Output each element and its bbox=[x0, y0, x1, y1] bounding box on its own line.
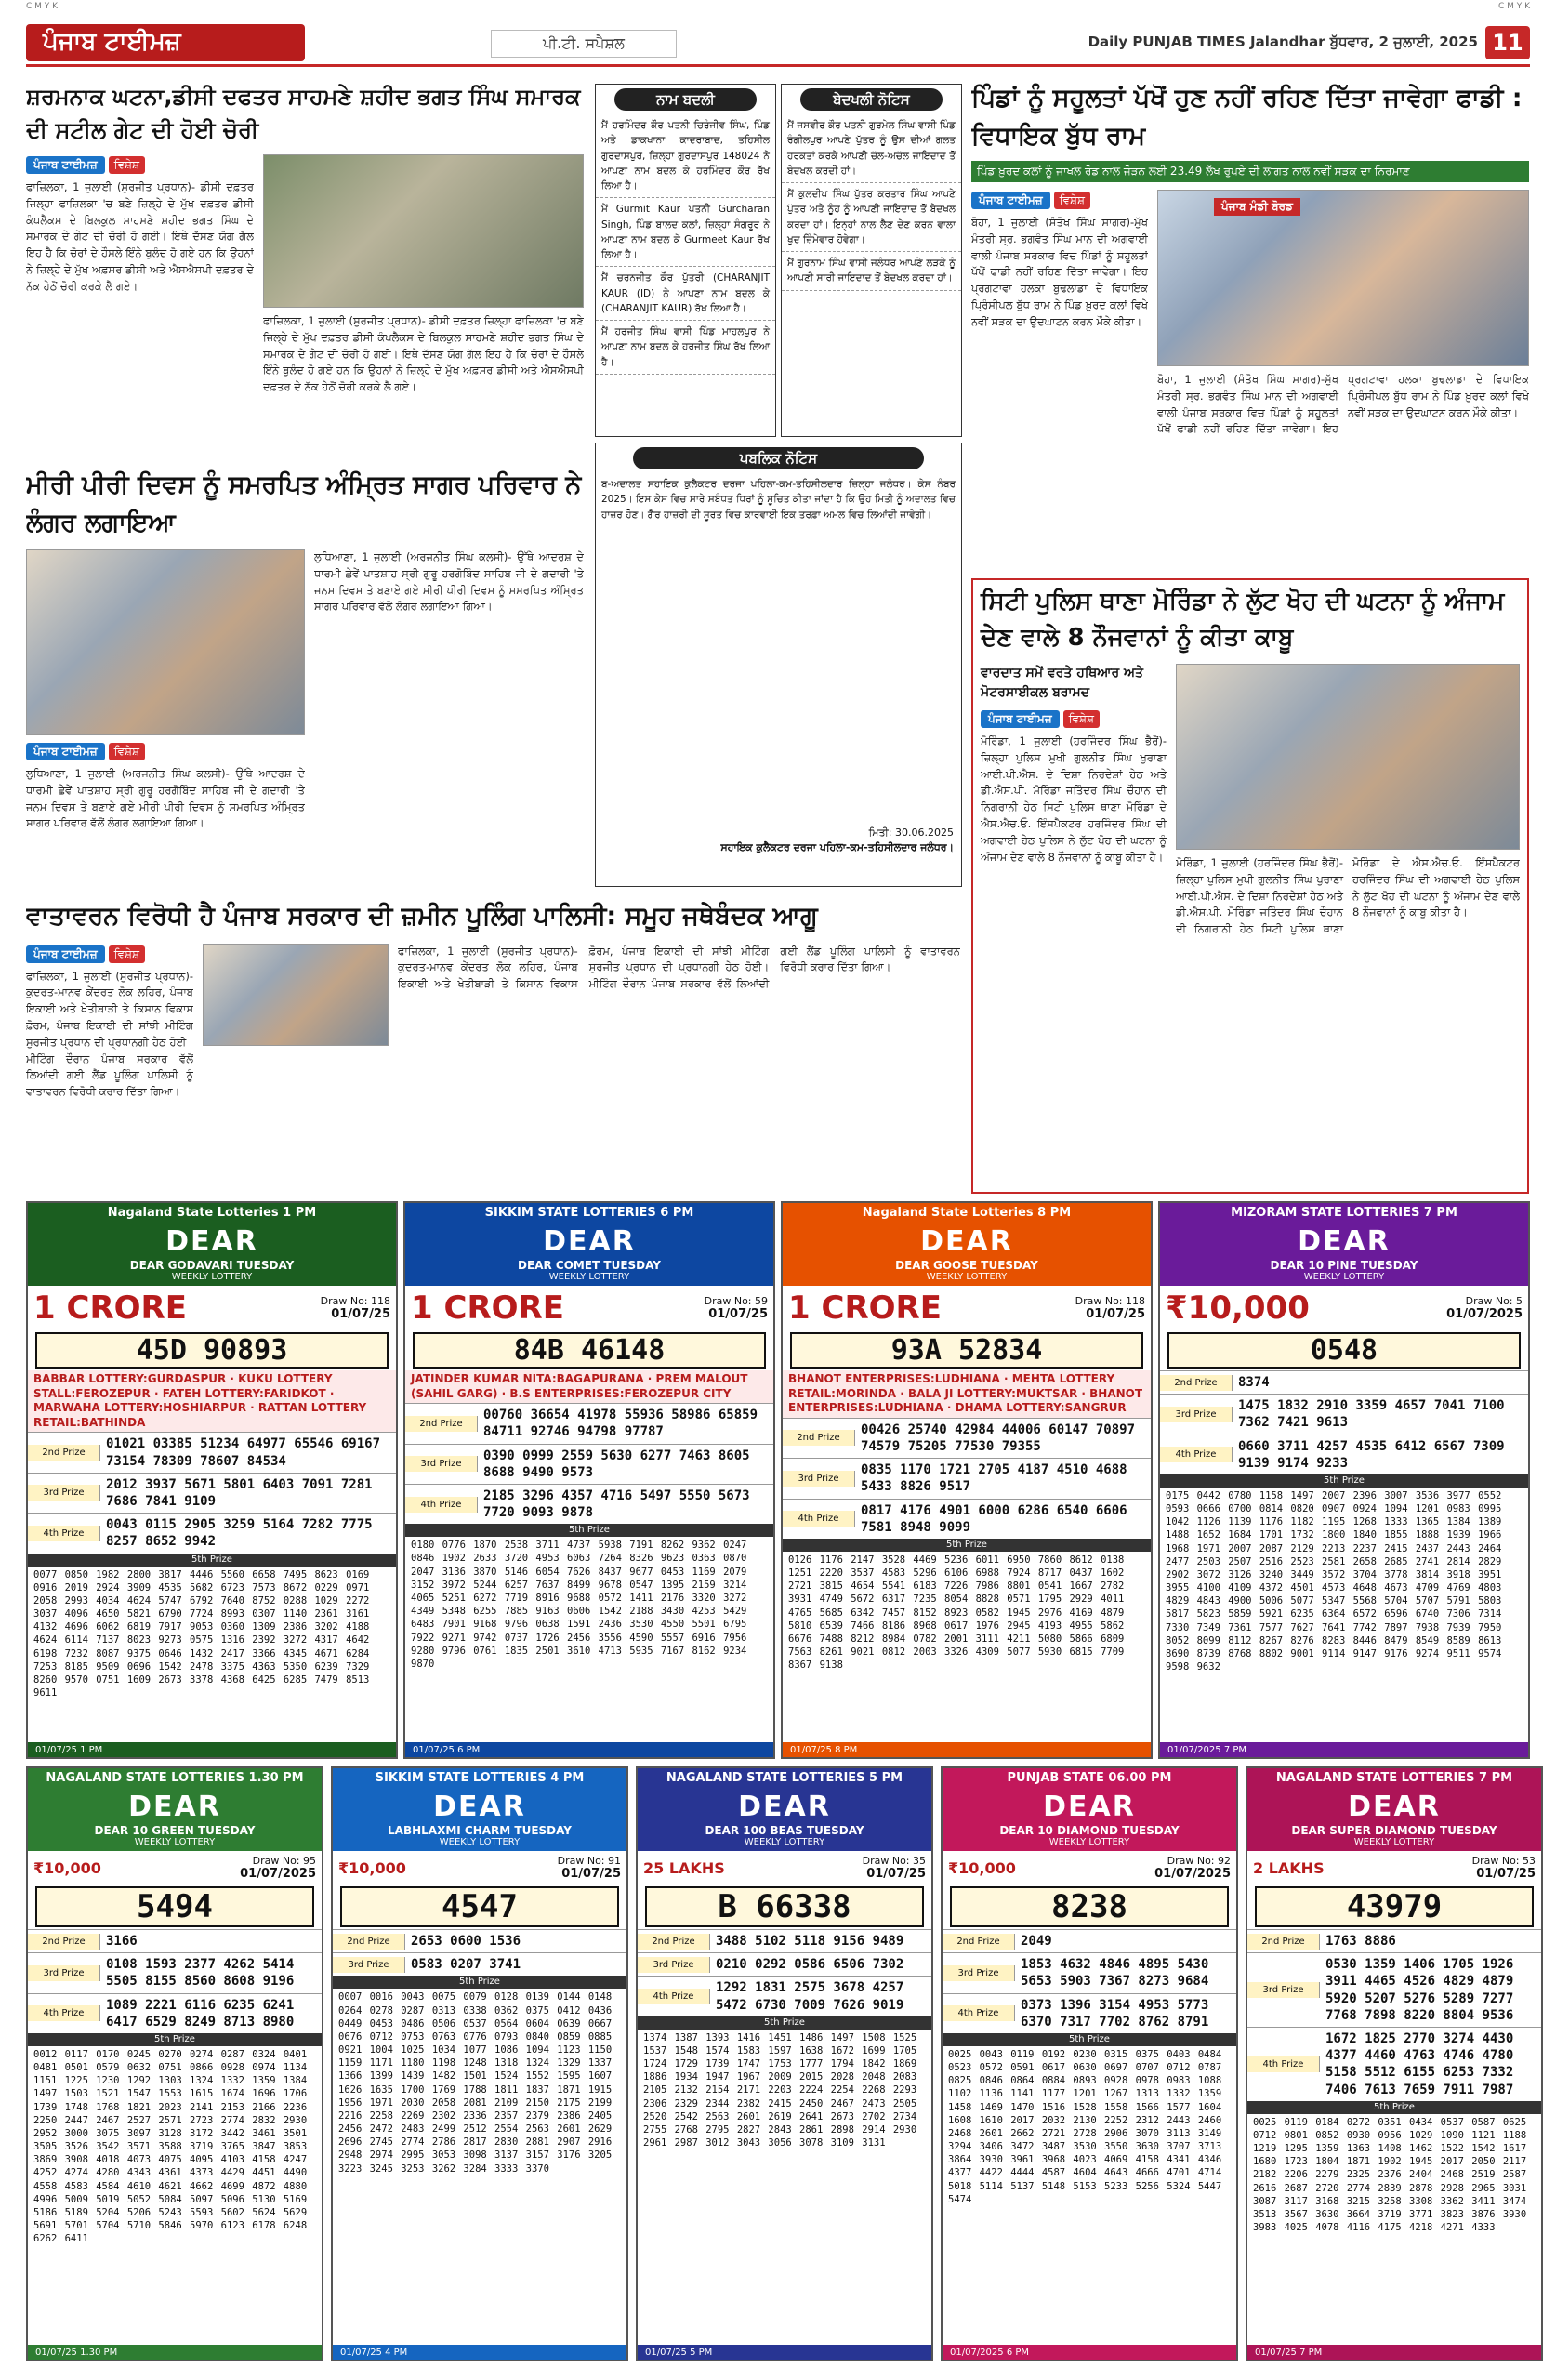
lottery-number-grid: 0012 0117 0170 0245 0270 0274 0287 0324 0401 0481 0501 0579 0632 0751 0866 0928 0974 1134 1151 1225 1230 1292 1303 1324 1332 1359 1384 1497 1503 1521 1547 1553 1615 1674 1696 1706 1739 1748 1768 1821 2023 2141 2153 2166 2236 2250 2447 2467 2527 2571 2723 2774 2832 2930 2952 3000 3075 3097 3128 3172 3442 3461 3501 3505 3526 3542 3571 3588 3719 3765 3847 3853 3869 3908 4018 4073 4075 4095 4103 4158 4247 4252 4274 4280 4343 4361 4373 4429 4451 4490 4558 4583 4584 4610 4621 4662 4699 4872 4880 4996 5009 5019 5052 5084 5097 5096 5130 5169 5186 5189 5204 5206 5243 5593 5602 5624 5629 5691 5701 5704 5710 5846 5970 6123 6178 6248 6262 6411 bbox=[33, 2048, 308, 2245]
article-headline: ਮੀਰੀ ਪੀਰੀ ਦਿਵਸ ਨੂੰ ਸਮਰਪਿਤ ਅੰਮ੍ਰਿਤ ਸਾਗਰ ਪਰਿਵਾਰ ਨੇ ਲੰਗਰ ਲਗਾਇਆ bbox=[26, 470, 582, 537]
article-body: ਫਾਜ਼ਿਲਕਾ, 1 ਜੁਲਾਈ (ਸੁਰਜੀਤ ਪ੍ਰਧਾਨ)- ਕੁਦਰਤ-ਮਾਨਵ ਕੇਂਦਰਤ ਲੋਕ ਲਹਿਰ, ਪੰਜਾਬ ਇਕਾਈ ਅਤੇ ਖੇਤੀਬਾੜੀ ਤੇ ਕਿਸਾਨ ਵਿਕਾਸ ਫ਼ੋਰਮ, ਪੰਜਾਬ ਇਕਾਈ ਦੀ ਸਾਂਝੀ ਮੀਟਿੰਗ ਸੁਰਜੀਤ ਪ੍ਰਧਾਨ ਦੀ ਪ੍ਰਧਾਨਗੀ ਹੇਠ ਹੋਈ। ਮੀਟਿੰਗ ਦੌਰਾਨ ਪੰਜਾਬ ਸਰਕਾਰ ਵੱਲੋਂ ਲਿਆਂਦੀ ਗਈ ਲੈਂਡ ਪੂਲਿੰਗ ਪਾਲਿਸੀ ਨੂੰ ਵਾਤਾਵਰਨ ਵਿਰੋਧੀ ਕਰਾਰ ਦਿੱਤਾ ਗਿਆ। bbox=[26, 969, 193, 1099]
lottery-prize-numbers: 2012 3937 5671 5801 6403 7091 7281 7686 7841 9109 bbox=[106, 1476, 373, 1509]
lottery-draw-meta bbox=[321, 1295, 390, 1321]
lottery-number-grid: 0025 0119 0184 0272 0351 0434 0537 0587 0625 0712 0801 0852 0930 0956 1029 1090 1121 1188 1219 1295 1359 1363 1408 1462 1522 1542 1617 1680 1723 1804 1871 1902 1945 2017 2050 2117 2182 2206 2279 2325 2376 2404 2468 2519 2587 2616 2687 2720 2774 2839 2878 2928 2965 3031 3087 3117 3168 3215 3258 3308 3362 3411 3474 3513 3567 3630 3664 3719 3771 3823 3876 3930 3983 4025 4078 4116 4175 4218 4271 4333 bbox=[1253, 2116, 1527, 2234]
lottery-prize-amount: 1 CRORE bbox=[411, 1289, 564, 1327]
lottery-prize-row bbox=[1160, 1370, 1528, 1394]
article-body-cont: ਲੁਧਿਆਣਾ, 1 ਜੁਲਾਈ (ਅਰਜਨੀਤ ਸਿੰਘ ਕਲਸੀ)- ਉੱਥੇ ਆਦਰਸ਼ ਦੇ ਧਾਰਮੀ ਛੇਵੇਂ ਪਾਤਸ਼ਾਹ ਸ੍ਰੀ ਗੁਰੂ ਹਰਗੋਬਿੰਦ ਸਾਹਿਬ ਜੀ ਦੇ ਗਦਾਰੀ 'ਤੇ ਜਨਮ ਦਿਵਸ ਤੇ ਬਣਾਏ ਗਏ ਮੀਰੀ ਪੀਰੀ ਦਿਵਸ ਨੂੰ ਸਮਰਪਿਤ ਅੰਮ੍ਰਿਤ ਸਾਗਰ ਪਰਿਵਾਰ ਵੱਲੋਂ ਲੰਗਰ ਲਗਾਇਆ ਗਿਆ। bbox=[314, 550, 584, 614]
article-headline: ਸਿਟੀ ਪੁਲਿਸ ਥਾਣਾ ਮੋਰਿੰਡਾ ਨੇ ਲੁੱਟ ਖੋਹ ਦੀ ਘਟਨਾ ਨੂੰ ਅੰਜਾਮ ਦੇਣ ਵਾਲੇ 8 ਨੌਜਵਾਨਾਂ ਨੂੰ ਕੀਤਾ ਕਾਬੂ bbox=[981, 588, 1505, 652]
lottery-sub: WEEKLY LOTTERY bbox=[134, 1837, 216, 1847]
lottery-sub: WEEKLY LOTTERY bbox=[548, 1272, 630, 1282]
notice-body: ਬ-ਅਦਾਲਤ ਸਹਾਇਕ ਕੁਲੈਕਟਰ ਦਰਜਾ ਪਹਿਲਾ-ਕਮ-ਤਹਿਸੀਲਦਾਰ ਜ਼ਿਲ੍ਹਾ ਜਲੰਧਰ। ਕੇਸ ਨੰਬਰ 2025। ਇਸ ਕੇਸ ਵਿਚ ਸਾਰੇ ਸਬੰਧਤ ਧਿਰਾਂ ਨੂੰ ਸੂਚਿਤ ਕੀਤਾ ਜਾਂਦਾ ਹੈ ਕਿ ਉਹ ਮਿਤੀ ਨੂੰ ਅਦਾਲਤ ਵਿਚ ਹਾਜ਼ਰ ਹੋਣ। ਗੈਰ ਹਾਜ਼ਰੀ ਦੀ ਸੂਰਤ ਵਿਚ ਕਾਰਵਾਈ ਇਕ ਤਰਫ਼ਾ ਅਮਲ ਵਿਚ ਲਿਆਂਦੀ ਜਾਵੇਗੀ। bbox=[601, 479, 956, 521]
lottery-prize-label: 3rd Prize bbox=[943, 1965, 1015, 1981]
lottery-prize-row bbox=[783, 1499, 1151, 1539]
lottery-sub: WEEKLY LOTTERY bbox=[1353, 1837, 1435, 1847]
lottery-state: SIKKIM STATE LOTTERIES 6 PM bbox=[405, 1203, 773, 1223]
lottery-prize-numbers: 0530 1359 1406 1705 1926 3911 4465 4526 4829 4879 5920 5207 5276 5289 7277 7768 7898 8220 8804 9536 bbox=[1325, 1957, 1514, 2023]
lottery-info-row bbox=[405, 1286, 773, 1330]
lottery-prize-numbers: 0108 1593 2377 4262 5414 5505 8155 8560 8608 9196 bbox=[106, 1957, 295, 1990]
lottery-draw-name: DEAR 10 DIAMOND TUESDAY bbox=[999, 1824, 1180, 1837]
lottery-draw-name: DEAR COMET TUESDAY bbox=[518, 1259, 661, 1272]
lottery-prize-row bbox=[783, 1418, 1151, 1458]
lottery-title-band bbox=[1247, 1789, 1541, 1851]
lottery-ticket bbox=[331, 1766, 628, 2361]
lottery-ticket bbox=[403, 1201, 775, 1759]
photo-banner: ਪੰਜਾਬ ਮੰਡੀ ਬੋਰਡ bbox=[1214, 198, 1300, 216]
lottery-state: Nagaland State Lotteries 1 PM bbox=[28, 1203, 396, 1223]
lottery-sub: WEEKLY LOTTERY bbox=[171, 1272, 253, 1282]
notice-item: ਮੈਂ ਚਰਨਜੀਤ ਕੌਰ ਪੁੱਤਰੀ (CHARANJIT KAUR (ID) ਨੇ ਆਪਣਾ ਨਾਮ ਬਦਲ ਕੇ (CHARANJIT KAUR) ਰੱਖ ਲਿਆ ਹੈ। bbox=[596, 267, 775, 321]
notice-item: ਮੈਂ ਕੁਲਦੀਪ ਸਿੰਘ ਪੁੱਤਰ ਕਰਤਾਰ ਸਿੰਘ ਆਪਣੇ ਪੁੱਤਰ ਅਤੇ ਨੂੰਹ ਨੂੰ ਆਪਣੀ ਜਾਇਦਾਦ ਤੋਂ ਬੇਦਖਲ ਕਰਦਾ ਹਾਂ। ਇਨ੍ਹਾਂ ਨਾਲ ਲੈਣ ਦੇਣ ਕਰਨ ਵਾਲਾ ਖੁਦ ਜ਼ਿੰਮੇਵਾਰ ਹੋਵੇਗਾ। bbox=[782, 183, 961, 252]
lottery-footer-text: 01/07/25 4 PM bbox=[340, 2347, 408, 2358]
lottery-draw-meta bbox=[240, 1855, 316, 1881]
lottery-prize-label: 4th Prize bbox=[783, 1511, 855, 1527]
lottery-footer-text: 01/07/25 1.30 PM bbox=[35, 2347, 118, 2358]
lottery-info-row bbox=[943, 1851, 1236, 1884]
lottery-prize-row bbox=[638, 1929, 931, 1952]
lottery-state: NAGALAND STATE LOTTERIES 1.30 PM bbox=[28, 1768, 322, 1789]
lottery-prize-numbers: 0373 1396 3154 4953 5773 6370 7317 7702 8762 8791 bbox=[1021, 1997, 1209, 2030]
byline-tag: ਵਿਸ਼ੇਸ਼ bbox=[109, 945, 145, 963]
lottery-prize-label: 2nd Prize bbox=[783, 1430, 855, 1446]
notice-title: ਬੇਦਖਲੀ ਨੋਟਿਸ bbox=[800, 88, 943, 111]
lottery-draw-no: Draw No: 92 bbox=[1167, 1855, 1231, 1867]
article-headline: ਵਾਤਾਵਰਨ ਵਿਰੋਧੀ ਹੈ ਪੰਜਾਬ ਸਰਕਾਰ ਦੀ ਜ਼ਮੀਨ ਪੂਲਿੰਗ ਪਾਲਿਸੀ: ਸਮੂਹ ਜਥੇਬੰਦਕ ਆਗੂ bbox=[26, 902, 818, 931]
lottery-5th-label: 5th Prize bbox=[28, 2033, 322, 2046]
lottery-footer-text: 01/07/25 1 PM bbox=[35, 1744, 103, 1755]
byline: ਪੰਜਾਬ ਟਾਈਮਜ਼ bbox=[26, 945, 105, 963]
lottery-prize-row bbox=[638, 1976, 931, 2016]
lottery-prize-label: 4th Prize bbox=[638, 1989, 710, 2004]
article-body-cont: ਫਾਜ਼ਿਲਕਾ, 1 ਜੁਲਾਈ (ਸੁਰਜੀਤ ਪ੍ਰਧਾਨ)- ਡੀਸੀ ਦਫ਼ਤਰ ਜ਼ਿਲ੍ਹਾ ਫਾਜ਼ਿਲਕਾ 'ਚ ਬਣੇ ਜ਼ਿਲ੍ਹੇ ਦੇ ਮੁੱਖ ਦਫ਼ਤਰ ਡੀਸੀ ਕੰਪਲੈਕਸ ਦੇ ਬਿਲਕੁਲ ਸਾਹਮਣੇ ਸ਼ਹੀਦ ਭਗਤ ਸਿੰਘ ਦੇ ਸਮਾਰਕ ਦੇ ਗੇਟ ਦੀ ਚੋਰੀ ਹੋ ਗਈ। ਇਥੇ ਦੱਸਣ ਯੋਗ ਗੱਲ ਇਹ ਹੈ ਕਿ ਚੋਰਾਂ ਦੇ ਹੌਸਲੇ ਇੰਨੇ ਬੁਲੰਦ ਹੋ ਗਏ ਹਨ ਕਿ ਉਹਨਾਂ ਨੇ ਜ਼ਿਲ੍ਹੇ ਦੇ ਮੁੱਖ ਅਫ਼ਸਰ ਡੀਸੀ ਅਤੇ ਐਸਐਸਪੀ ਦਫ਼ਤਰ ਦੇ ਨੱਕ ਹੇਠੋਂ ਚੋਰੀ ਕਰਕੇ ਲੈ ਗਏ। bbox=[263, 314, 584, 394]
lottery-footer-text: 01/07/2025 6 PM bbox=[950, 2347, 1030, 2358]
notice-item: ਮੈਂ ਹਰਮਿੰਦਰ ਕੌਰ ਪਤਨੀ ਚਿਰੰਜੀਵ ਸਿੰਘ, ਪਿੰਡ ਅਤੇ ਡਾਕਖਾਨਾ ਕਾਦਰਾਬਾਦ, ਤਹਿਸੀਲ ਗੁਰਦਾਸਪੁਰ, ਜ਼ਿਲ੍ਹਾ ਗੁਰਦਾਸਪੁਰ 148024 ਨੇ ਆਪਣਾ ਨਾਮ ਬਦਲ ਕੇ ਹਰਮਿੰਦਰ ਕੌਰ ਰੱਖ ਲਿਆ ਹੈ। bbox=[596, 114, 775, 198]
lottery-sub: WEEKLY LOTTERY bbox=[1303, 1272, 1385, 1282]
lottery-title-band bbox=[943, 1789, 1236, 1851]
lottery-info-row bbox=[333, 1851, 626, 1884]
lottery-date: 01/07/25 bbox=[331, 1307, 390, 1321]
article-headline: ਪਿੰਡਾਂ ਨੂੰ ਸਹੂਲਤਾਂ ਪੱਖੋਂ ਹੁਣ ਨਹੀਂ ਰਹਿਣ ਦਿੱਤਾ ਜਾਵੇਗਾ ਫਾਡੀ : ਵਿਧਾਇਕ ਬੁੱਧ ਰਾਮ bbox=[971, 84, 1523, 151]
lottery-draw-meta bbox=[1446, 1295, 1523, 1321]
lottery-ticket bbox=[1158, 1201, 1530, 1759]
lottery-prize-label: 2nd Prize bbox=[1247, 1934, 1320, 1950]
lottery-prize-amount: ₹10,000 bbox=[33, 1858, 101, 1877]
article-body: ਫਾਜ਼ਿਲਕਾ, 1 ਜੁਲਾਈ (ਸੁਰਜੀਤ ਪ੍ਰਧਾਨ)- ਡੀਸੀ ਦਫ਼ਤਰ ਜ਼ਿਲ੍ਹਾ ਫਾਜ਼ਿਲਕਾ 'ਚ ਬਣੇ ਜ਼ਿਲ੍ਹੇ ਦੇ ਮੁੱਖ ਦਫ਼ਤਰ ਡੀਸੀ ਕੰਪਲੈਕਸ ਦੇ ਬਿਲਕੁਲ ਸਾਹਮਣੇ ਸ਼ਹੀਦ ਭਗਤ ਸਿੰਘ ਦੇ ਸਮਾਰਕ ਦੇ ਗੇਟ ਦੀ ਚੋਰੀ ਹੋ ਗਈ। ਇਥੇ ਦੱਸਣ ਯੋਗ ਗੱਲ ਇਹ ਹੈ ਕਿ ਚੋਰਾਂ ਦੇ ਹੌਸਲੇ ਇੰਨੇ ਬੁਲੰਦ ਹੋ ਗਏ ਹਨ ਕਿ ਉਹਨਾਂ ਨੇ ਜ਼ਿਲ੍ਹੇ ਦੇ ਮੁੱਖ ਅਫ਼ਸਰ ਡੀਸੀ ਅਤੇ ਐਸਐਸਪੀ ਦਫ਼ਤਰ ਦੇ ਨੱਕ ਹੇਠੋਂ ਚੋਰੀ ਕਰਕੇ ਲੈ ਗਏ। bbox=[26, 180, 254, 293]
lottery-draw-name: DEAR 100 BEAS TUESDAY bbox=[705, 1824, 864, 1837]
lottery-prize-numbers: 0390 0999 2559 5630 6277 7463 8605 8688 9490 9573 bbox=[483, 1448, 750, 1480]
lottery-prize-numbers: 3488 5102 5118 9156 9489 bbox=[716, 1934, 904, 1949]
lottery-draw-no: Draw No: 5 bbox=[1465, 1295, 1523, 1307]
notice-title: ਪਬਲਿਕ ਨੋਟਿਸ bbox=[633, 447, 924, 469]
lottery-number-grid: 0180 0776 1870 2538 3711 4737 5938 7191 8262 9362 0247 0846 1902 2633 3720 4953 6063 7264 8326 9623 0363 0870 2047 3136 3870 5146 6054 7626 8437 9677 0453 1169 2079 3152 3972 5244 6257 7637 8499 9678 0547 1395 2159 3214 4065 5251 6272 7719 8916 9688 0572 1411 2176 3320 3272 4349 5348 6255 7885 9163 0606 1542 2188 3430 4253 5429 6483 7901 9168 9796 0638 1591 2436 3530 4550 5501 6795 7922 9271 9742 0737 1726 2456 3556 4590 5557 6916 7956 9280 9796 0761 1835 2501 3610 4713 5935 7167 8162 9234 9870 bbox=[411, 1540, 747, 1670]
lottery-first-prize: 84B 46148 bbox=[413, 1332, 766, 1368]
lottery-prize-numbers: 1672 1825 2770 3274 4430 4377 4460 4763 4746 4780 5158 5512 6155 6253 7332 7406 7613 7659 7911 7987 bbox=[1325, 2030, 1514, 2097]
article-miri-piri bbox=[26, 467, 584, 894]
lottery-prize-label: 4th Prize bbox=[405, 1497, 478, 1513]
lottery-title-band bbox=[783, 1223, 1151, 1286]
lottery-prize-numbers: 1475 1832 2910 3359 4657 7041 7100 7362 7421 9613 bbox=[1238, 1398, 1505, 1431]
lottery-draw-meta bbox=[1154, 1855, 1231, 1881]
lottery-prize-row bbox=[1247, 1929, 1541, 1952]
lottery-prize-numbers: 3166 bbox=[106, 1934, 138, 1949]
lottery-prize-row bbox=[28, 1929, 322, 1952]
lottery-title-band bbox=[638, 1789, 931, 1851]
cmyk-mark-left: C M Y K bbox=[26, 2, 59, 11]
lottery-prize-amount: 1 CRORE bbox=[788, 1289, 942, 1327]
lottery-prize-row bbox=[1247, 2027, 1541, 2101]
lottery-title-band bbox=[405, 1223, 773, 1286]
notice-item: ਮੈਂ ਜਸਵੀਰ ਕੌਰ ਪਤਨੀ ਗੁਰਮੇਲ ਸਿੰਘ ਵਾਸੀ ਪਿੰਡ ਰੰਗੀਲਪੁਰ ਆਪਣੇ ਪੁੱਤਰ ਨੂੰ ਉਸ ਦੀਆਂ ਗਲਤ ਹਰਕਤਾਂ ਕਰਕੇ ਆਪਣੀ ਚੱਲ-ਅਚੱਲ ਜਾਇਦਾਦ ਤੋਂ ਬੇਦਖਲ ਕਰਦੀ ਹਾਂ। bbox=[782, 114, 961, 183]
lottery-prize-row bbox=[1160, 1435, 1528, 1474]
lottery-footer-text: 01/07/25 8 PM bbox=[790, 1744, 858, 1755]
lottery-prize-numbers: 2185 3296 4357 4716 5497 5550 5673 7720 9093 9878 bbox=[483, 1488, 750, 1521]
lottery-footer bbox=[1160, 1742, 1528, 1757]
lottery-prize-numbers: 8374 bbox=[1238, 1375, 1270, 1390]
byline: ਪੰਜਾਬ ਟਾਈਮਜ਼ bbox=[971, 192, 1050, 209]
lottery-draw-meta bbox=[1075, 1295, 1145, 1321]
lottery-footer bbox=[333, 2345, 626, 2360]
lottery-prize-numbers: 1089 2221 6116 6235 6241 6417 6529 8249 8713 8980 bbox=[106, 1997, 295, 2030]
lottery-prize-label: 3rd Prize bbox=[405, 1456, 478, 1472]
byline: ਪੰਜਾਬ ਟਾਈਮਜ਼ bbox=[26, 743, 105, 760]
lottery-5th-label: 5th Prize bbox=[1247, 2101, 1541, 2114]
lottery-prize-row bbox=[943, 1993, 1236, 2033]
lottery-prize-row bbox=[638, 1952, 931, 1976]
masthead bbox=[26, 20, 1530, 67]
lottery-first-prize: 5494 bbox=[35, 1886, 314, 1927]
lottery-prize-numbers: 2049 bbox=[1021, 1934, 1052, 1949]
lottery-prize-row bbox=[405, 1403, 773, 1443]
lottery-date: 01/07/2025 bbox=[1154, 1867, 1231, 1881]
lottery-sub: WEEKLY LOTTERY bbox=[744, 1837, 825, 1847]
lottery-state: Nagaland State Lotteries 8 PM bbox=[783, 1203, 1151, 1223]
lottery-sellers: BABBAR LOTTERY:GURDASPUR · KUKU LOTTERY STALL:FEROZEPUR · FATEH LOTTERY:FARIDKOT · MARWAHA LOTTERY:HOSHIARPUR · RATTAN LOTTERY RETAIL:BATHINDA bbox=[28, 1370, 396, 1432]
lottery-footer-text: 01/07/25 7 PM bbox=[1255, 2347, 1323, 2358]
lottery-state: NAGALAND STATE LOTTERIES 5 PM bbox=[638, 1768, 931, 1789]
lottery-prize-numbers: 1292 1831 2575 3678 4257 5472 6730 7009 7626 9019 bbox=[716, 1980, 904, 2013]
lottery-draw-name: DEAR 10 PINE TUESDAY bbox=[1270, 1259, 1418, 1272]
lottery-prize-row bbox=[28, 1513, 396, 1553]
notice-sign: ਸਹਾਇਕ ਕੁਲੈਕਟਰ ਦਰਜਾ ਪਹਿਲਾ-ਕਮ-ਤਹਿਸੀਲਦਾਰ ਜਲੰਧਰ। bbox=[720, 841, 954, 853]
lottery-prize-label: 2nd Prize bbox=[28, 1445, 100, 1461]
lottery-prize-numbers: 00760 36654 41978 55936 58986 65859 84711 92746 94798 97787 bbox=[483, 1408, 758, 1440]
article-photo bbox=[203, 944, 389, 1046]
lottery-ticket bbox=[26, 1766, 323, 2361]
lottery-date: 01/07/2025 bbox=[1446, 1307, 1523, 1321]
lottery-state: NAGALAND STATE LOTTERIES 7 PM bbox=[1247, 1768, 1541, 1789]
lottery-prize-label: 4th Prize bbox=[1160, 1447, 1233, 1462]
article-photo bbox=[263, 154, 584, 308]
lottery-prize-numbers: 0583 0207 3741 bbox=[411, 1957, 521, 1973]
name-change-notices bbox=[595, 84, 776, 437]
byline-tag: ਵਿਸ਼ੇਸ਼ bbox=[109, 743, 145, 760]
lottery-footer-text: 01/07/2025 7 PM bbox=[1167, 1744, 1247, 1755]
lottery-prize-numbers: 1763 8886 bbox=[1325, 1934, 1396, 1949]
lottery-5th-label: 5th Prize bbox=[943, 2033, 1236, 2046]
lottery-title-band bbox=[28, 1223, 396, 1286]
lottery-brand: DEAR bbox=[128, 1791, 221, 1823]
lottery-draw-no: Draw No: 91 bbox=[557, 1855, 621, 1867]
lottery-prize-label: 4th Prize bbox=[28, 1526, 100, 1541]
lottery-number-grid: 0126 1176 2147 3528 4469 5236 6011 6950 7860 8612 0138 1251 2220 3537 4583 5296 6106 6988 7924 8717 0437 1602 2721 3815 4654 5541 6183 7226 7986 8801 0541 1667 2782 3931 4749 5672 6317 7235 8054 8828 0571 1795 2929 4011 4765 5685 6342 7457 8152 8923 0582 1945 2976 4169 4879 5810 6539 7466 8186 8968 0617 1976 2945 4193 4955 5862 6676 7488 8212 8984 0782 2001 3111 4211 5080 5866 6809 7563 8261 9021 0812 2003 3326 4309 5077 5930 6815 7709 8367 9138 bbox=[788, 1554, 1125, 1672]
lottery-draw-name: DEAR 10 GREEN TUESDAY bbox=[94, 1824, 256, 1837]
lottery-title-band bbox=[333, 1789, 626, 1851]
lottery-prize-row bbox=[28, 1952, 322, 1992]
lottery-prize-row bbox=[28, 1432, 396, 1472]
article-police-arrest bbox=[971, 578, 1529, 1194]
lottery-prize-label: 4th Prize bbox=[28, 2005, 100, 2021]
lottery-number-grid: 0175 0442 0780 1158 1497 2007 2396 3007 3536 3977 0552 0593 0666 0700 0814 0820 0907 0924 1094 1201 0983 0995 1042 1126 1139 1176 1182 1195 1268 1333 1365 1384 1389 1488 1652 1684 1701 1732 1800 1840 1855 1888 1939 1966 1968 1971 2007 2087 2129 2213 2237 2415 2437 2443 2464 2477 2503 2507 2516 2523 2581 2658 2685 2741 2814 2829 2902 3072 3126 3240 3449 3572 3704 3778 3814 3918 3951 3955 4100 4109 4372 4501 4573 4648 4673 4709 4769 4803 4829 4843 4900 5006 5077 5347 5568 5704 5707 5791 5803 5817 5823 5859 5921 6235 6364 6572 6596 6740 7306 7314 7330 7349 7361 7577 7627 7641 7742 7897 7938 7939 7950 8052 8099 8112 8267 8276 8283 8446 8479 8549 8589 8613 8690 8739 8768 8802 9001 9114 9147 9176 9274 9511 9574 9598 9632 bbox=[1166, 1489, 1502, 1673]
lottery-draw-no: Draw No: 35 bbox=[862, 1855, 926, 1867]
lottery-footer bbox=[638, 2345, 931, 2360]
article-photo bbox=[26, 549, 305, 735]
cmyk-mark-right: C M Y K bbox=[1497, 2, 1530, 11]
lottery-prize-amount: 25 LAKHS bbox=[643, 1858, 725, 1877]
lottery-draw-no: Draw No: 53 bbox=[1471, 1855, 1536, 1867]
article-body-cont: ਫਾਜ਼ਿਲਕਾ, 1 ਜੁਲਾਈ (ਸੁਰਜੀਤ ਪ੍ਰਧਾਨ)- ਕੁਦਰਤ-ਮਾਨਵ ਕੇਂਦਰਤ ਲੋਕ ਲਹਿਰ, ਪੰਜਾਬ ਇਕਾਈ ਅਤੇ ਖੇਤੀਬਾੜੀ ਤੇ ਕਿਸਾਨ ਵਿਕਾਸ ਫ਼ੋਰਮ, ਪੰਜਾਬ ਇਕਾਈ ਦੀ ਸਾਂਝੀ ਮੀਟਿੰਗ ਸੁਰਜੀਤ ਪ੍ਰਧਾਨ ਦੀ ਪ੍ਰਧਾਨਗੀ ਹੇਠ ਹੋਈ। ਮੀਟਿੰਗ ਦੌਰਾਨ ਪੰਜਾਬ ਸਰਕਾਰ ਵੱਲੋਂ ਲਿਆਂਦੀ ਗਈ ਲੈਂਡ ਪੂਲਿੰਗ ਪਾਲਿਸੀ ਨੂੰ ਵਾਤਾਵਰਨ ਵਿਰੋਧੀ ਕਰਾਰ ਦਿੱਤਾ ਗਿਆ। bbox=[398, 944, 960, 991]
page-number: 11 bbox=[1485, 26, 1530, 60]
byline-tag: ਵਿਸ਼ੇਸ਼ bbox=[1054, 192, 1090, 209]
lottery-draw-no: Draw No: 59 bbox=[704, 1295, 768, 1307]
lottery-prize-numbers: 0817 4176 4901 6000 6286 6540 6606 7581 8948 9099 bbox=[861, 1502, 1127, 1535]
lottery-prize-amount: ₹10,000 bbox=[1166, 1289, 1310, 1327]
lottery-prize-numbers: 00426 25740 42984 44006 60147 70897 74579 75205 77530 79355 bbox=[861, 1421, 1136, 1454]
public-notice bbox=[595, 443, 962, 887]
lottery-prize-row bbox=[405, 1484, 773, 1524]
byline-tag: ਵਿਸ਼ੇਸ਼ bbox=[109, 156, 145, 174]
lottery-prize-label: 3rd Prize bbox=[333, 1957, 405, 1973]
article-gate-theft bbox=[26, 80, 584, 461]
lottery-date: 01/07/25 bbox=[866, 1867, 926, 1881]
lottery-info-row bbox=[1160, 1286, 1528, 1330]
lottery-prize-row bbox=[405, 1444, 773, 1484]
lottery-ticket bbox=[26, 1201, 398, 1759]
lottery-prize-row bbox=[783, 1458, 1151, 1498]
lottery-prize-row bbox=[943, 1952, 1236, 1992]
lottery-prize-amount: ₹10,000 bbox=[338, 1858, 406, 1877]
article-ticker: ਪਿੰਡ ਖ਼ੁਰਦ ਕਲਾਂ ਨੂੰ ਜਾਖਲ ਰੋਡ ਨਾਲ ਜੋੜਨ ਲਈ 23.49 ਲੱਖ ਰੁਪਏ ਦੀ ਲਾਗਤ ਨਾਲ ਨਵੀਂ ਸੜਕ ਦਾ ਨਿਰਮਾਣ bbox=[971, 161, 1529, 182]
lottery-prize-label: 4th Prize bbox=[943, 2005, 1015, 2021]
lottery-prize-row bbox=[1160, 1394, 1528, 1434]
lottery-first-prize: 93A 52834 bbox=[790, 1332, 1143, 1368]
lottery-brand: DEAR bbox=[920, 1225, 1013, 1258]
lottery-draw-name: DEAR GODAVARI TUESDAY bbox=[129, 1259, 295, 1272]
lottery-prize-row bbox=[28, 1473, 396, 1513]
article-villages-facilities bbox=[971, 80, 1529, 573]
article-photo bbox=[1157, 190, 1529, 366]
lottery-prize-numbers: 0210 0292 0586 6506 7302 bbox=[716, 1957, 904, 1973]
lottery-footer bbox=[943, 2345, 1236, 2360]
lottery-prize-label: 3rd Prize bbox=[1247, 1982, 1320, 1998]
lottery-draw-meta bbox=[705, 1295, 768, 1321]
lottery-prize-numbers: 0660 3711 4257 4535 6412 6567 7309 9139 9174 9233 bbox=[1238, 1438, 1505, 1471]
byline: ਪੰਜਾਬ ਟਾਈਮਜ਼ bbox=[26, 156, 105, 174]
notice-item: ਮੈਂ ਹਰਜੀਤ ਸਿੰਘ ਵਾਸੀ ਪਿੰਡ ਮਾਹਲਪੁਰ ਨੇ ਆਪਣਾ ਨਾਮ ਬਦਲ ਕੇ ਹਰਜੀਤ ਸਿੰਘ ਰੱਖ ਲਿਆ ਹੈ। bbox=[596, 321, 775, 375]
lottery-prize-label: 3rd Prize bbox=[28, 1965, 100, 1981]
lottery-prize-label: 2nd Prize bbox=[638, 1934, 710, 1950]
lottery-sub: WEEKLY LOTTERY bbox=[926, 1272, 1008, 1282]
lottery-5th-label: 5th Prize bbox=[405, 1524, 773, 1537]
lottery-number-grid: 1374 1387 1393 1416 1451 1486 1497 1508 1525 1537 1548 1574 1583 1597 1638 1672 1699 1705 1724 1729 1739 1747 1753 1777 1794 1842 1869 1886 1934 1947 1967 2009 2015 2028 2048 2083 2105 2132 2154 2171 2203 2224 2254 2268 2293 2306 2329 2344 2382 2415 2450 2467 2473 2505 2520 2542 2563 2601 2619 2641 2673 2702 2734 2755 2768 2795 2827 2843 2861 2898 2914 2930 2961 2987 3012 3043 3056 3078 3109 3131 bbox=[643, 2031, 917, 2149]
lottery-brand: DEAR bbox=[165, 1225, 258, 1258]
lottery-footer bbox=[1247, 2345, 1541, 2360]
lottery-prize-row bbox=[943, 1929, 1236, 1952]
lottery-5th-label: 5th Prize bbox=[783, 1539, 1151, 1552]
article-subhead: ਵਾਰਦਾਤ ਸਮੇਂ ਵਰਤੇ ਹਥਿਆਰ ਅਤੇ ਮੋਟਰਸਾਈਕਲ ਬਰਾਮਦ bbox=[981, 666, 1144, 700]
lottery-state: MIZORAM STATE LOTTERIES 7 PM bbox=[1160, 1203, 1528, 1223]
lottery-footer-text: 01/07/25 5 PM bbox=[645, 2347, 713, 2358]
lottery-5th-label: 5th Prize bbox=[333, 1976, 626, 1989]
lottery-info-row bbox=[638, 1851, 931, 1884]
lottery-sub: WEEKLY LOTTERY bbox=[439, 1837, 521, 1847]
article-headline: ਸ਼ਰਮਨਾਕ ਘਟਨਾ,ਡੀਸੀ ਦਫਤਰ ਸਾਹਮਣੇ ਸ਼ਹੀਦ ਭਗਤ ਸਿੰਘ ਸਮਾਰਕ ਦੀ ਸਟੀਲ ਗੇਟ ਦੀ ਹੋਈ ਚੋਰੀ bbox=[26, 84, 581, 143]
lottery-sellers: JATINDER KUMAR NITA:BAGAPURANA · PREM MALOUT (SAHIL GARG) · B.S ENTERPRISES:FEROZEPUR CITY bbox=[405, 1370, 773, 1403]
lottery-5th-label: 5th Prize bbox=[1160, 1474, 1528, 1488]
lottery-draw-no: Draw No: 95 bbox=[252, 1855, 316, 1867]
lottery-date: 01/07/25 bbox=[708, 1307, 768, 1321]
lottery-footer-text: 01/07/25 6 PM bbox=[413, 1744, 481, 1755]
lottery-date: 01/07/25 bbox=[1086, 1307, 1145, 1321]
lottery-brand: DEAR bbox=[1043, 1791, 1136, 1823]
lottery-first-prize: 0548 bbox=[1167, 1332, 1521, 1368]
article-photo bbox=[1176, 664, 1520, 850]
byline: ਪੰਜਾਬ ਟਾਈਮਜ਼ bbox=[981, 710, 1060, 728]
brand-logo: ਪੰਜਾਬ ਟਾਈਮਜ਼ bbox=[26, 24, 305, 61]
notice-date: ਮਿਤੀ: 30.06.2025 bbox=[868, 826, 954, 839]
notice-item: ਮੈਂ Gurmit Kaur ਪਤਨੀ Gurcharan Singh, ਪਿੰਡ ਬਾਲਦ ਕਲਾਂ, ਜ਼ਿਲ੍ਹਾ ਸੰਗਰੂਰ ਨੇ ਆਪਣਾ ਨਾਮ ਬਦਲ ਕੇ Gurmeet Kaur ਰੱਖ ਲਿਆ ਹੈ। bbox=[596, 198, 775, 267]
section-label: ਪੀ.ਟੀ. ਸਪੈਸ਼ਲ bbox=[491, 30, 677, 58]
lottery-prize-label: 3rd Prize bbox=[28, 1485, 100, 1501]
article-body: ਲੁਧਿਆਣਾ, 1 ਜੁਲਾਈ (ਅਰਜਨੀਤ ਸਿੰਘ ਕਲਸੀ)- ਉੱਥੇ ਆਦਰਸ਼ ਦੇ ਧਾਰਮੀ ਛੇਵੇਂ ਪਾਤਸ਼ਾਹ ਸ੍ਰੀ ਗੁਰੂ ਹਰਗੋਬਿੰਦ ਸਾਹਿਬ ਜੀ ਦੇ ਗਦਾਰੀ 'ਤੇ ਜਨਮ ਦਿਵਸ ਤੇ ਬਣਾਏ ਗਏ ਮੀਰੀ ਪੀਰੀ ਦਿਵਸ ਨੂੰ ਸਮਰਪਿਤ ਅੰਮ੍ਰਿਤ ਸਾਗਰ ਪਰਿਵਾਰ ਵੱਲੋਂ ਲੰਗਰ ਲਗਾਇਆ ਗਿਆ। bbox=[26, 767, 305, 830]
lottery-5th-label: 5th Prize bbox=[638, 2016, 931, 2030]
lottery-brand: DEAR bbox=[738, 1791, 831, 1823]
lottery-sellers: BHANOT ENTERPRISES:LUDHIANA · MEHTA LOTTERY RETAIL:MORINDA · BALA JI LOTTERY:MUKTSAR · BHANOT ENTERPRISES:LUDHIANA · DHAMA LOTTERY:SANGRUR bbox=[783, 1370, 1151, 1418]
lottery-footer bbox=[783, 1742, 1151, 1757]
lottery-sub: WEEKLY LOTTERY bbox=[1048, 1837, 1130, 1847]
lottery-brand: DEAR bbox=[433, 1791, 526, 1823]
lottery-draw-meta bbox=[558, 1855, 621, 1881]
lottery-title-band bbox=[28, 1789, 322, 1851]
lottery-number-grid: 0025 0043 0119 0192 0230 0315 0375 0403 0484 0523 0572 0591 0617 0630 0697 0707 0712 0787 0825 0846 0864 0884 0893 0928 0978 0983 1088 1102 1136 1141 1177 1201 1267 1313 1332 1359 1458 1469 1470 1516 1528 1558 1566 1577 1604 1608 1610 2017 2032 2130 2252 2312 2443 2460 2468 2601 2662 2721 2728 2906 3070 3113 3149 3294 3406 3472 3487 3530 3550 3630 3707 3713 3864 3930 3961 3968 4023 4069 4158 4341 4346 4377 4422 4444 4587 4604 4643 4666 4701 4714 5018 5114 5137 5148 5153 5233 5256 5324 5447 5474 bbox=[948, 2048, 1222, 2205]
lottery-prize-row bbox=[28, 1993, 322, 2033]
lottery-info-row bbox=[783, 1286, 1151, 1330]
lottery-prize-label: 3rd Prize bbox=[638, 1957, 710, 1973]
lottery-prize-numbers: 1853 4632 4846 4895 5430 5653 5903 7367 8273 9684 bbox=[1021, 1957, 1209, 1990]
lottery-title-band bbox=[1160, 1223, 1528, 1286]
lottery-info-row bbox=[28, 1851, 322, 1884]
lottery-brand: DEAR bbox=[543, 1225, 636, 1258]
lottery-prize-numbers: 0043 0115 2905 3259 5164 7282 7775 8257 8652 9942 bbox=[106, 1517, 373, 1550]
lottery-date: 01/07/25 bbox=[1476, 1867, 1536, 1881]
lottery-date: 01/07/2025 bbox=[240, 1867, 316, 1881]
lottery-ticket bbox=[941, 1766, 1238, 2361]
lottery-draw-name: DEAR SUPER DIAMOND TUESDAY bbox=[1291, 1824, 1497, 1837]
lottery-brand: DEAR bbox=[1298, 1225, 1391, 1258]
lottery-prize-numbers: 2653 0600 1536 bbox=[411, 1934, 521, 1949]
article-body: ਬੋਹਾ, 1 ਜੁਲਾਈ (ਸੰਤੋਖ ਸਿੰਘ ਸਾਗਰ)-ਮੁੱਖ ਮੰਤਰੀ ਸ੍ਰ. ਭਗਵੰਤ ਸਿੰਘ ਮਾਨ ਦੀ ਅਗਵਾਈ ਵਾਲੀ ਪੰਜਾਬ ਸਰਕਾਰ ਵਿਚ ਪਿੰਡਾਂ ਨੂੰ ਸਹੂਲਤਾਂ ਪੱਖੋਂ ਫਾਡੀ ਨਹੀਂ ਰਹਿਣ ਦਿੱਤਾ ਜਾਵੇਗਾ। ਇਹ ਪ੍ਰਗਟਾਵਾ ਹਲਕਾ ਬੁਢਲਾਡਾ ਦੇ ਵਿਧਾਇਕ ਪ੍ਰਿੰਸੀਪਲ ਬੁੱਧ ਰਾਮ ਨੇ ਪਿੰਡ ਖ਼ੁਰਦ ਕਲਾਂ ਵਿਖੇ ਨਵੀਂ ਸੜਕ ਦਾ ਉਦਘਾਟਨ ਕਰਨ ਮੌਕੇ ਕੀਤਾ। bbox=[971, 216, 1148, 328]
lottery-prize-row bbox=[333, 1929, 626, 1952]
article-body-cont: ਬੋਹਾ, 1 ਜੁਲਾਈ (ਸੰਤੋਖ ਸਿੰਘ ਸਾਗਰ)-ਮੁੱਖ ਮੰਤਰੀ ਸ੍ਰ. ਭਗਵੰਤ ਸਿੰਘ ਮਾਨ ਦੀ ਅਗਵਾਈ ਵਾਲੀ ਪੰਜਾਬ ਸਰਕਾਰ ਵਿਚ ਪਿੰਡਾਂ ਨੂੰ ਸਹੂਲਤਾਂ ਪੱਖੋਂ ਫਾਡੀ ਨਹੀਂ ਰਹਿਣ ਦਿੱਤਾ ਜਾਵੇਗਾ। ਇਹ ਪ੍ਰਗਟਾਵਾ ਹਲਕਾ ਬੁਢਲਾਡਾ ਦੇ ਵਿਧਾਇਕ ਪ੍ਰਿੰਸੀਪਲ ਬੁੱਧ ਰਾਮ ਨੇ ਪਿੰਡ ਖ਼ੁਰਦ ਕਲਾਂ ਵਿਖੇ ਨਵੀਂ ਸੜਕ ਦਾ ਉਦਘਾਟਨ ਕਰਨ ਮੌਕੇ ਕੀਤਾ। bbox=[1157, 373, 1529, 436]
lottery-footer bbox=[405, 1742, 773, 1757]
lottery-draw-meta bbox=[1472, 1855, 1536, 1881]
lottery-prize-numbers: 01021 03385 51234 64977 65546 69167 73154 78309 78607 84534 bbox=[106, 1436, 381, 1469]
lottery-prize-amount: 1 CRORE bbox=[33, 1289, 187, 1327]
lottery-brand: DEAR bbox=[1348, 1791, 1441, 1823]
lottery-prize-label: 3rd Prize bbox=[1160, 1407, 1233, 1422]
lottery-number-grid: 0007 0016 0043 0075 0079 0128 0139 0144 0148 0264 0278 0287 0313 0338 0362 0375 0412 0436 0449 0453 0486 0506 0537 0564 0604 0639 0667 0676 0712 0753 0763 0776 0793 0840 0859 0885 0921 1004 1025 1034 1077 1086 1094 1123 1150 1159 1171 1180 1198 1248 1318 1324 1329 1337 1366 1399 1439 1482 1501 1524 1552 1595 1607 1626 1635 1700 1769 1788 1811 1837 1871 1915 1956 1971 2030 2058 2081 2109 2150 2175 2199 2216 2258 2269 2302 2336 2357 2379 2386 2405 2456 2472 2483 2499 2512 2554 2563 2601 2629 2696 2745 2774 2786 2817 2830 2881 2907 2916 2948 2974 2995 3053 3098 3137 3157 3176 3205 3223 3245 3253 3262 3284 3333 3370 bbox=[338, 1991, 613, 2175]
lottery-draw-name: DEAR GOOSE TUESDAY bbox=[895, 1259, 1038, 1272]
lottery-footer bbox=[28, 2345, 322, 2360]
article-land-pooling bbox=[26, 898, 960, 1196]
lottery-prize-row bbox=[1247, 1952, 1541, 2027]
lottery-draw-no: Draw No: 118 bbox=[1075, 1295, 1145, 1307]
lottery-prize-label: 2nd Prize bbox=[333, 1934, 405, 1950]
article-body-cont: ਮੋਰਿੰਡਾ, 1 ਜੁਲਾਈ (ਹਰਜਿੰਦਰ ਸਿੰਘ ਭੈਰੋਂ)- ਜ਼ਿਲ੍ਹਾ ਪੁਲਿਸ ਮੁਖੀ ਗੁਲਨੀਤ ਸਿੰਘ ਖੁਰਾਣਾ ਆਈ.ਪੀ.ਐਸ. ਦੇ ਦਿਸ਼ਾ ਨਿਰਦੇਸ਼ਾਂ ਹੇਠ ਅਤੇ ਡੀ.ਐਸ.ਪੀ. ਮੋਰਿੰਡਾ ਜਤਿੰਦਰ ਸਿੰਘ ਚੌਹਾਨ ਦੀ ਨਿਗਰਾਨੀ ਹੇਠ ਸਿਟੀ ਪੁਲਿਸ ਥਾਣਾ ਮੋਰਿੰਡਾ ਦੇ ਐਸ.ਐਚ.ਓ. ਇੰਸਪੈਕਟਰ ਹਰਜਿੰਦਰ ਸਿੰਘ ਦੀ ਅਗਵਾਈ ਹੇਠ ਪੁਲਿਸ ਨੇ ਲੁੱਟ ਖੋਹ ਦੀ ਘਟਨਾ ਨੂੰ ਅੰਜਾਮ ਦੇਣ ਵਾਲੇ 8 ਨੌਜਵਾਨਾਂ ਨੂੰ ਕਾਬੂ ਕੀਤਾ ਹੈ। bbox=[1176, 856, 1520, 936]
lottery-draw-meta bbox=[863, 1855, 926, 1881]
lottery-prize-label: 2nd Prize bbox=[28, 1934, 100, 1950]
lottery-footer bbox=[28, 1742, 396, 1757]
lottery-draw-no: Draw No: 118 bbox=[320, 1295, 390, 1307]
lottery-prize-numbers: 0835 1170 1721 2705 4187 4510 4688 5433 8826 9517 bbox=[861, 1462, 1127, 1495]
lottery-ticket bbox=[1246, 1766, 1543, 2361]
notice-item: ਮੈਂ ਗੁਰਨਾਮ ਸਿੰਘ ਵਾਸੀ ਜਲੰਧਰ ਆਪਣੇ ਲੜਕੇ ਨੂੰ ਆਪਣੀ ਸਾਰੀ ਜਾਇਦਾਦ ਤੋਂ ਬੇਦਖਲ ਕਰਦਾ ਹਾਂ। bbox=[782, 252, 961, 291]
lottery-ticket bbox=[781, 1201, 1153, 1759]
lottery-first-prize: 45D 90893 bbox=[35, 1332, 389, 1368]
lottery-first-prize: 4547 bbox=[340, 1886, 619, 1927]
lottery-info-row bbox=[1247, 1851, 1541, 1884]
lottery-prize-label: 2nd Prize bbox=[405, 1416, 478, 1432]
lottery-prize-amount: 2 LAKHS bbox=[1253, 1858, 1325, 1877]
lottery-number-grid: 0077 0850 1982 2800 3817 4446 5560 6658 7495 8623 0169 0916 2019 2924 3909 4535 5682 6723 7573 8672 0229 0971 2058 2993 4034 4624 5747 6792 7640 8752 0288 1029 2272 3037 4096 4650 5821 6790 7724 8993 0307 1140 2361 3161 4132 4696 6062 6819 7917 9053 0360 1309 2386 3202 4188 4624 6114 7137 8023 9273 0575 1316 2392 3272 4317 4642 6198 7232 8087 9375 0646 1432 2417 3366 4345 4671 6284 7253 8185 9509 0696 1542 2478 3375 4363 5350 6239 7329 8260 9570 0751 1609 2673 3378 4368 6425 6285 7479 8513 9611 bbox=[33, 1568, 370, 1699]
lottery-prize-amount: ₹10,000 bbox=[948, 1858, 1016, 1877]
lottery-first-prize: 8238 bbox=[950, 1886, 1229, 1927]
lottery-draw-name: LABHLAXMI CHARM TUESDAY bbox=[388, 1824, 572, 1837]
byline-tag: ਵਿਸ਼ੇਸ਼ bbox=[1063, 710, 1100, 728]
lottery-prize-label: 2nd Prize bbox=[943, 1934, 1015, 1950]
lottery-prize-label: 4th Prize bbox=[1247, 2056, 1320, 2072]
lottery-first-prize: 43979 bbox=[1255, 1886, 1534, 1927]
lottery-prize-label: 2nd Prize bbox=[1160, 1375, 1233, 1391]
lottery-info-row bbox=[28, 1286, 396, 1330]
lottery-ticket bbox=[636, 1766, 933, 2361]
notice-title: ਨਾਮ ਬਦਲੀ bbox=[614, 88, 757, 111]
article-body: ਮੋਰਿੰਡਾ, 1 ਜੁਲਾਈ (ਹਰਜਿੰਦਰ ਸਿੰਘ ਭੈਰੋਂ)- ਜ਼ਿਲ੍ਹਾ ਪੁਲਿਸ ਮੁਖੀ ਗੁਲਨੀਤ ਸਿੰਘ ਖੁਰਾਣਾ ਆਈ.ਪੀ.ਐਸ. ਦੇ ਦਿਸ਼ਾ ਨਿਰਦੇਸ਼ਾਂ ਹੇਠ ਅਤੇ ਡੀ.ਐਸ.ਪੀ. ਮੋਰਿੰਡਾ ਜਤਿੰਦਰ ਸਿੰਘ ਚੌਹਾਨ ਦੀ ਨਿਗਰਾਨੀ ਹੇਠ ਸਿਟੀ ਪੁਲਿਸ ਥਾਣਾ ਮੋਰਿੰਡਾ ਦੇ ਐਸ.ਐਚ.ਓ. ਇੰਸਪੈਕਟਰ ਹਰਜਿੰਦਰ ਸਿੰਘ ਦੀ ਅਗਵਾਈ ਹੇਠ ਪੁਲਿਸ ਨੇ ਲੁੱਟ ਖੋਹ ਦੀ ਘਟਨਾ ਨੂੰ ਅੰਜਾਮ ਦੇਣ ਵਾਲੇ 8 ਨੌਜਵਾਨਾਂ ਨੂੰ ਕਾਬੂ ਕੀਤਾ ਹੈ। bbox=[981, 734, 1167, 864]
lottery-5th-label: 5th Prize bbox=[28, 1554, 396, 1567]
lottery-state: SIKKIM STATE LOTTERIES 4 PM bbox=[333, 1768, 626, 1789]
lottery-first-prize: B 66338 bbox=[645, 1886, 924, 1927]
eviction-notices bbox=[781, 84, 962, 437]
dateline: Daily PUNJAB TIMES Jalandhar ਬੁੱਧਵਾਰ, 2 ਜੁਲਾਈ, 2025 bbox=[1088, 33, 1478, 50]
lottery-date: 01/07/25 bbox=[561, 1867, 621, 1881]
lottery-prize-label: 3rd Prize bbox=[783, 1471, 855, 1487]
lottery-prize-row bbox=[333, 1952, 626, 1976]
lottery-state: PUNJAB STATE 06.00 PM bbox=[943, 1768, 1236, 1789]
